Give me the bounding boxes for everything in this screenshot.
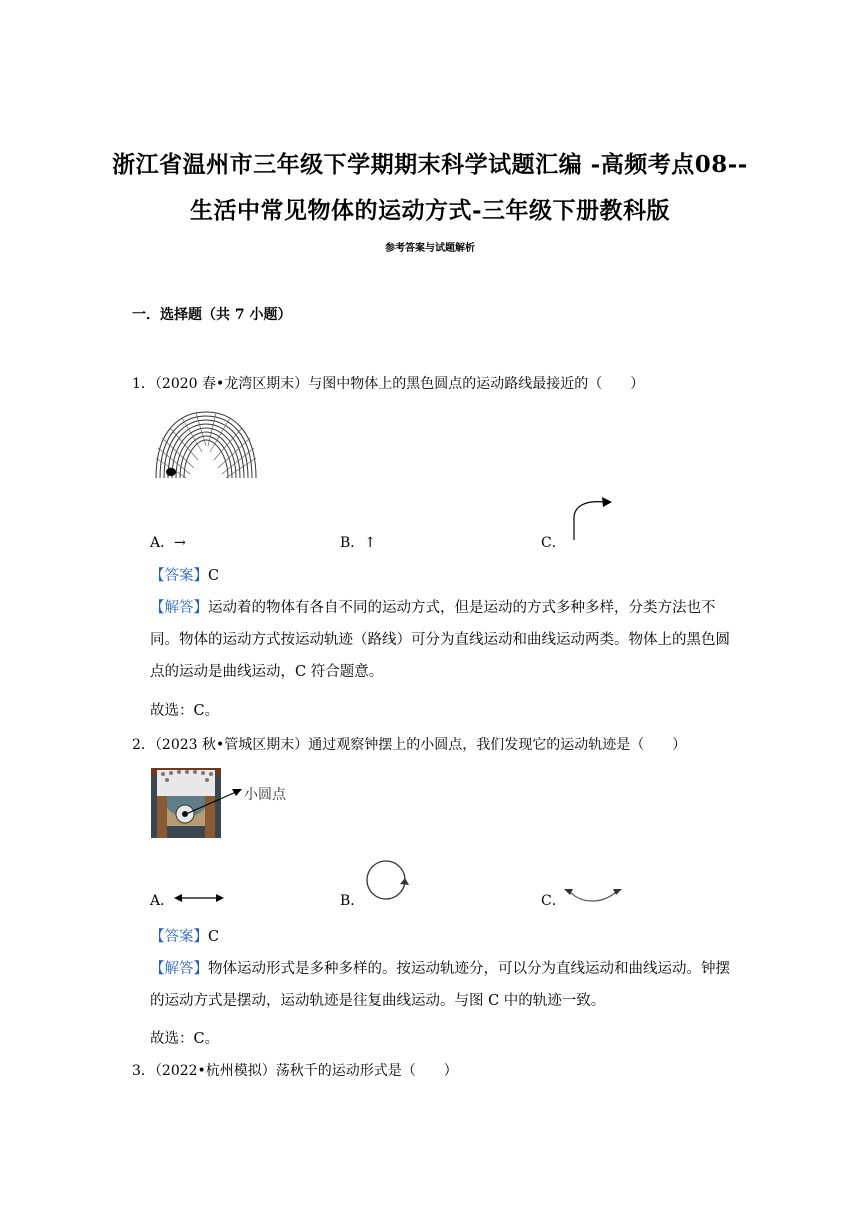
q2-analysis bbox=[150, 953, 740, 1017]
q2-option-c: C． bbox=[541, 893, 566, 909]
curved-arrow-icon bbox=[566, 494, 616, 542]
q2-analysis-tag: 【解答】 bbox=[150, 961, 208, 977]
q1-stem: 1．（2020 春•龙湾区期末）与图中物体上的黑色圆点的运动路线最接近的（ ） bbox=[132, 376, 645, 392]
q1-analysis-text: 运动着的物体有各自不同的运动方式，但是运动的方式多种多样，分类方法也不同。物体的运动方式按运动轨迹（路线）可分为直线运动和曲线运动两类。物体上的黑色圆点的运动是曲线运动，C 符合题意。 bbox=[150, 600, 730, 680]
circle-arrow-icon bbox=[362, 858, 412, 904]
q2-answer bbox=[150, 925, 219, 946]
q2-analysis-text: 物体运动形式是多种多样的。按运动轨迹分，可以分为直线运动和曲线运动。钟摆的运动方式是摆动，运动轨迹是往复曲线运动。与图 C 中的轨迹一致。 bbox=[150, 961, 730, 1009]
doc-title-line2: 生活中常见物体的运动方式-三年级下册教科版 bbox=[189, 197, 671, 224]
q1-answer-value: C bbox=[208, 568, 220, 584]
q2-option-a: A． bbox=[150, 893, 175, 909]
section-heading: 一．选择题（共 7 小题） bbox=[132, 307, 292, 323]
q1-option-a: A．→ bbox=[150, 535, 186, 551]
q2-answer-value: C bbox=[208, 929, 220, 945]
double-arrow-icon bbox=[174, 892, 224, 904]
q3-stem: 3．（2022•杭州模拟）荡秋千的运动形式是（ ） bbox=[132, 1063, 458, 1079]
q2-option-b: B． bbox=[340, 893, 365, 909]
q1-analysis bbox=[150, 592, 740, 688]
q2-stem: 2．（2023 秋•管城区期末）通过观察钟摆上的小圆点，我们发现它的运动轨迹是（ ） bbox=[132, 737, 687, 753]
q1-answer bbox=[150, 564, 219, 585]
doc-title-line1: 浙江省温州市三年级下学期期末科学试题汇编 -高频考点08-- bbox=[112, 151, 748, 178]
q1-option-c: C． bbox=[541, 535, 566, 551]
q2-choice: 故选：C。 bbox=[150, 1031, 220, 1047]
doc-subtitle: 参考答案与试题解析 bbox=[385, 243, 475, 254]
q2-figure-label: 小圆点 bbox=[244, 787, 286, 803]
arc-arrow-icon bbox=[564, 886, 622, 908]
pointer-arrow-icon bbox=[186, 784, 242, 818]
q2-answer-tag: 【答案】 bbox=[150, 929, 208, 945]
q1-option-b: B．↑ bbox=[340, 535, 377, 551]
q1-answer-tag: 【答案】 bbox=[150, 568, 208, 584]
q1-choice: 故选：C。 bbox=[150, 703, 220, 719]
q1-analysis-tag: 【解答】 bbox=[150, 600, 208, 616]
slinky-figure bbox=[152, 408, 260, 484]
